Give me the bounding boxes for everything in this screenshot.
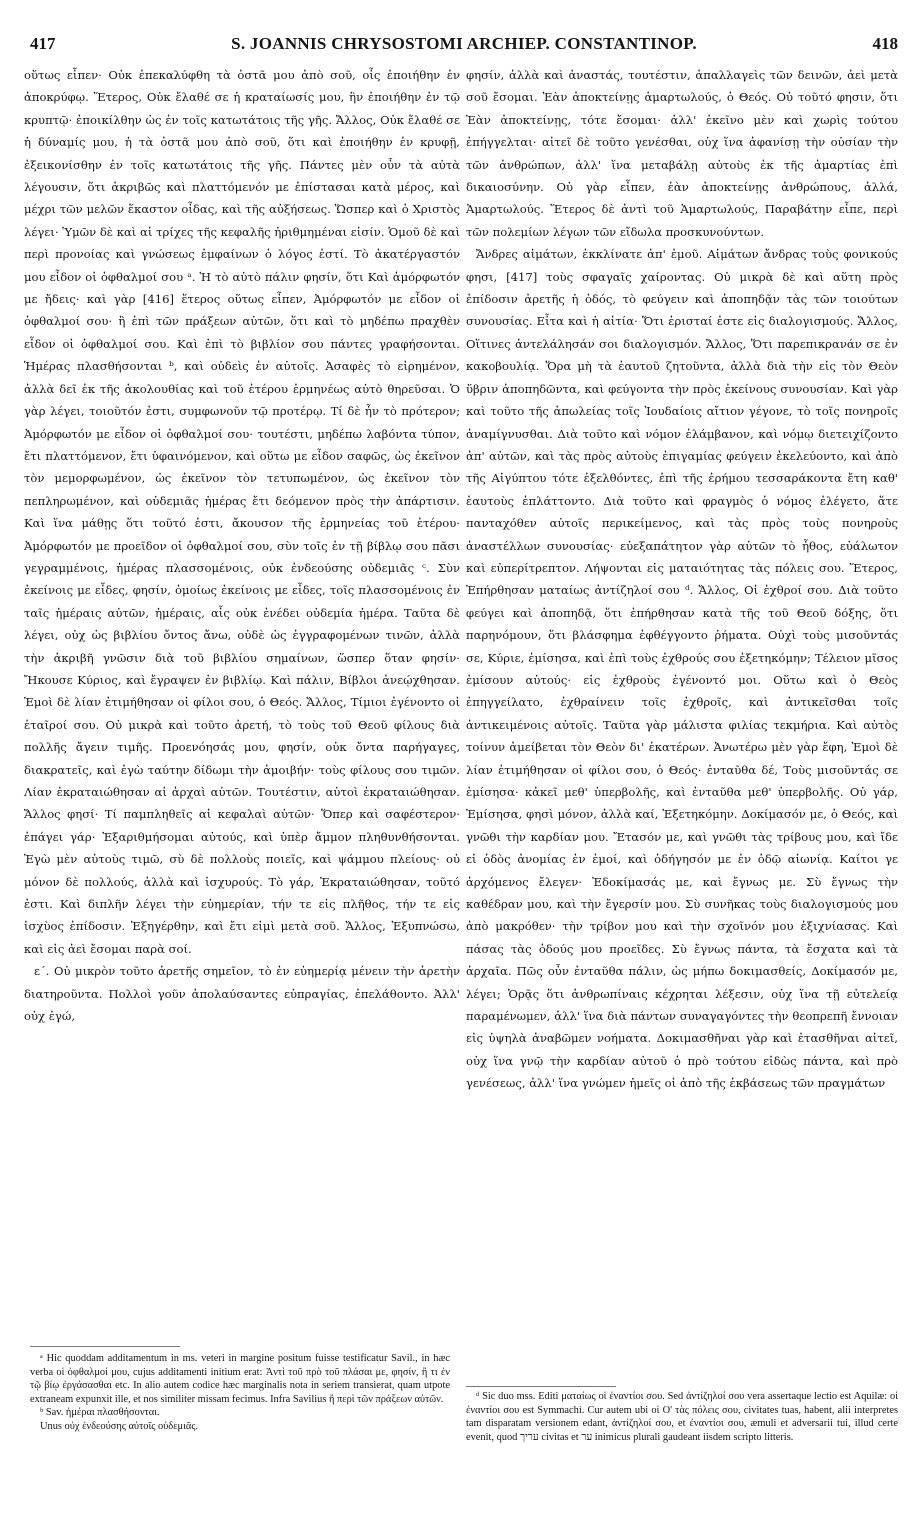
page-number-right: 418	[872, 34, 898, 53]
footnote-a: ᵃ Hic quoddam additamentum in ms. veteri in margine positum fuisse testificatur Savil., in hæc verba οἱ ὀφθαλμοί μου, cujus additamenti initium erat: Ἀντὶ τοῦ πρὸ τοῦ πλάσαι με, φησίν, ἢ τι ἐν τῷ βίῳ ἐργάσασθαι etc. In alio autem codice hæc marginalis nota in seriem transierat, quam utpote extraneam expunxit ille, et nos similiter missam fecimus. Infra Savilius ἢ περὶ τῶν πράξεων αὐτῶν.	[30, 1353, 450, 1405]
right-footnotes	[466, 1390, 898, 1444]
footnote-c: Unus οὐχ ἐνδεούσης αὐτοῖς οὐδεμιᾶς.	[40, 1420, 199, 1432]
right-paragraph-2: Ἄνδρες αἱμάτων, ἐκκλίνατε ἀπ' ἐμοῦ. Αἱμάτων ἄνδρας τοὺς φονικούς φησι, [417] τοὺς σφαγαῖς χαίροντας. Οὐ μικρὰ δὲ καὶ αὕτη πρὸς ἐπίδοσιν ἀρετῆς ἡ ὁδός, τὸ φεύγειν καὶ ἀποπηδᾷν τὰς τῶν τοιούτων συνουσίας. Εἶτα καὶ ἡ αἰτία· Ὅτι ἐρισταί ἐστε εἰς διαλογισμούς. Ἄλλος, Οἵτινες ἀντελάλησάν σοι διαλογισμόν. Ἄλλος, Ὅτι παρεπικρανάν σε ἐν κακοβουλίᾳ. Ὅρα μὴ τὰ ἑαυτοῦ ζητοῦντα, ἀλλὰ διὰ τὴν εἰς τὸν Θεὸν ὕβριν ἀποπηδῶντα, καὶ φεύγοντα τὴν πρὸς ἐκείνους συνουσίαν. Καὶ γὰρ καὶ τοῦτο τῆς ἀπωλείας τοῖς Ἰουδαίοις αἴτιον γέγονε, τὸ τοῖς πονηροῖς ἀναμίγνυσθαι. Διὰ τοῦτο καὶ νόμον ἐλάμβανον, καὶ νόμῳ διετειχίζοντο ἀπ' αὐτῶν, καὶ τὰς πρὸς αὐτοὺς ἐπιγαμίας φεύγειν ἐκελεύοντο, καὶ ἀπὸ τῆς Αἰγύπτου τότε ἐξελθόντες, ἐπὶ τῆς ἐρήμου τεσσαράκοντα ἔτη καθ' ἑαυτοὺς ἐπλάττοντο. Διὰ τοῦτο καὶ φραγμὸς ὁ νόμος ἐλέγετο, ἅτε πανταχόθεν αὐτοῖς περικείμενος, καὶ τὰς πρὸς τοὺς πονηροὺς ἀναστέλλων συνουσίας· εὐεξαπάτητον γὰρ αὐτῶν τὸ ἦθος, εὐάλωτον καὶ εὐπερίτρεπτον. Λήψονται εἰς ματαιότητας τὰς πόλεις σου. Ἕτερος, Ἐπήρθησαν ματαίως ἀντίζηλοί σου ᵈ. Ἄλλος, Οἱ ἐχθροί σου. Διὰ τοῦτο φεύγει καὶ ἀποπηδᾷ, ὅτι ἐπήρθησαν κατὰ τῆς τοῦ Θεοῦ δόξης, ὅτι παρηνόμουν, ὅτι βλάσφημα ἐφθέγγοντο ῥήματα. Οὐχὶ τοὺς μισοῦντάς σε, Κύριε, ἐμίσησα, καὶ ἐπὶ τοὺς ἐχθρούς σου ἐξετηκόμην; Τέλειον μῖσος ἐμίσουν αὐτούς· εἰς ἐχθροὺς ἐγένοντό μοι. Οὕτω καὶ ὁ Θεὸς ἐπηγγείλατο, ἐχθραίνειν τοῖς ἐχθροῖς, καὶ ἀντικεῖσθαι τοῖς ἀντικειμένοις αὐτοῖς. Ταῦτα γὰρ μάλιστα φιλίας τεκμήρια. Καὶ αὐτὸς τοίνυν ἀμείβεται τὸν Θεὸν δι' ἑκατέρων. Ἀνωτέρω μὲν γὰρ ἔφη, Ἐμοὶ δὲ λίαν ἐτιμήθησαν οἱ φίλοι σου, ὁ Θεός· ἐνταῦθα δέ, Τοὺς μισοῦντάς σε ἐμίσησα· κἀκεῖ μεθ' ὑπερβολῆς, καὶ ἐνταῦθα μεθ' ὑπερβολῆς. Οὐ γάρ, Ἐμίσησα, φησὶ μόνον, ἀλλὰ καί, Ἐξετηκόμην. Δοκίμασόν με, ὁ Θεός, καὶ γνῶθι τὴν καρδίαν μου. Ἔτασόν με, καὶ γνῶθι τὰς τρίβους μου, καὶ ἴδε εἰ ὁδὸς ἀνομίας ἐν ἐμοί, καὶ ὁδήγησόν με ἐν ὁδῷ αἰωνίᾳ. Καίτοι γε ἀρχόμενος ἔλεγεν· Ἐδοκίμασάς με, καὶ ἔγνως με. Σὺ ἔγνως τὴν καθέδραν μου, καὶ τὴν ἔγερσίν μου. Σὺ συνῆκας τοὺς διαλογισμούς μου ἀπὸ μακρόθεν· τὴν τρίβον μου καὶ τὴν σχοῖνόν μου ἐξιχνίασας. Καὶ πάσας τὰς ὁδούς μου προεῖδες. Σὺ ἔγνως πάντα, τὰ ἔσχατα καὶ τὰ ἀρχαῖα. Πῶς οὖν ἐνταῦθα πάλιν, ὡς μήπω δοκιμασθείς, Δοκίμασόν με, λέγει; Ὁρᾷς ὅτι ἀνθρωπίναις κέχρηται λέξεσιν, οὐχ ἵνα τῇ εὐτελείᾳ παραμένωμεν, ἀλλ' ἵνα διὰ πάντων συναγαγόντες τὴν θεοπρεπῆ ἔννοιαν εἰς ὑψηλὰ ἀναβῶμεν νοήματα. Δοκιμασθῆναι γὰρ καὶ ἐτασθῆναι αἰτεῖ, οὐχ ἵνα γνῷ τὴν καρδίαν αὐτοῦ ὁ πρὸ τούτου εἰδὼς πάντα, καὶ πρὸ γενέσεως, ἀλλ' ἵνα γνώμεν ἡμεῖς οἱ ἀπὸ τῆς ἐκβάσεως τῶν πραγμάτων	[466, 247, 898, 1091]
running-title: S. JOANNIS CHRYSOSTOMI ARCHIEP. CONSTANTINOP.	[231, 34, 697, 53]
left-paragraph-1: οὕτως εἶπεν· Οὐκ ἐπεκαλύφθη τὰ ὀστᾶ μου ἀπὸ σοῦ, οἷς ἐποιήθην ἐν ἀποκρύφῳ. Ἕτερος, Οὐκ ἔλαθέ σε ἡ κραταίωσίς μου, ἣν ἐποιήθην ἐν τῷ κρυπτῷ· ἐποικίλθην ὡς ἐν τοῖς κατωτάτοις τῆς γῆς. Ἄλλος, Οὐκ ἔλαθέ σε ἡ δύναμίς μου, ἡ τὰ ὀστᾶ μου ἀπὸ σοῦ, ὅτι καὶ ἐποιήθην ἐν κρυφῇ, ἐξεικονίσθην ἐν τοῖς κατωτάτοις τῆς γῆς. Πάντες μὲν οὖν τὰ αὐτὰ λέγουσιν, ὅτι ἀκριβῶς καὶ πλαττόμενόν με ἐπίστασαι κατὰ μέρος, καὶ μέχρι τῶν μελῶν ἕκαστον οἶδας, καὶ τῆς αὐξήσεως. Ὥσπερ καὶ ὁ Χριστὸς λέγει· Ὑμῶν δὲ καὶ αἱ τρίχες τῆς κεφαλῆς ἠριθμημέναι εἰσίν. Ὁμοῦ δὲ καὶ περὶ προνοίας καὶ γνώσεως ἐμφαίνων ὁ λόγος ἐστί. Τὸ ἀκατέργαστόν μου εἶδον οἱ ὀφθαλμοί σου ᵃ. Ἡ τὸ αὐτὸ πάλιν φησίν, ὅτι Καὶ ἀμόρφωτόν με ἤδεις· καὶ γὰρ [416] ἕτερος οὕτως εἶπεν, Ἀμόρφωτόν με εἶδον οἱ ὀφθαλμοί σου· ἢ ἐπὶ τῶν πράξεων αὐτῶν, ὅτι καὶ τὸ μηδέπω πραχθὲν εἶδον οἱ ὀφθαλμοί σου. Καὶ ἐπὶ τὸ βιβλίον σου πάντες γραφήσονται. Ἡμέρας πλασθήσονται ᵇ, καὶ οὐδεὶς ἐν αὐτοῖς. Ἀσαφὲς τὸ εἰρημένον, ἀλλὰ δεῖ ἐκ τῆς ἀκολουθίας καὶ τοῦ ἑτέρου ἑρμηνέως αὐτὸ θηρεῦσαι. Ὁ γὰρ λέγει, τοιοῦτόν ἐστι, συμφωνοῦν τῷ προτέρῳ. Τί δὲ ἦν τὸ πρότερον; Ἀμόρφωτόν με εἶδον οἱ ὀφθαλμοί σου· τουτέστι, μηδέπω λαβόντα τύπον, ἔτι πλαττόμενον, ἔτι ὑφαινόμενον, καὶ οὕτω με εἶδον σαφῶς, ὡς ἐκεῖνον τὸν μεμορφωμένον, ὡς ἐκεῖνον τὸν τετυπωμένον, ὡς ἐκεῖνον τὸν πεπληρωμένον, καὶ οὐδεμιᾶς ἡμέρας ἔτι δεόμενον πρὸς τὴν ἀπάρτισιν. Καὶ ἵνα μάθῃς ὅτι τοῦτό ἐστι, ἄκουσον τῆς ἑρμηνείας τοῦ ἑτέρου· Ἀμόρφωτόν με προεῖδον οἱ ὀφθαλμοί σου, σὺν τοῖς ἐν τῇ βίβλῳ σου πᾶσι γεγραμμένοις, ἡμέρας πλασσομένοις, οὐκ ἐνδεούσης οὐδεμιᾶς ᶜ. Σὺν ἐκείνοις με εἶδες, φησίν, ὁμοίως ἐκείνοις με εἶδες, τοῖς πλασσομένοις ἐν ταῖς ἡμέραις αὐτῶν, ἡμέραις, αἷς οὐκ ἐνέδει οὐδεμία ἡμέρα. Ταῦτα δὲ λέγει, οὐχ ὡς βιβλίου ὄντος ἄνω, οὐδὲ ὡς ἐγγραφομένων τινῶν, ἀλλὰ τὴν ἀκριβῆ γνῶσιν διὰ τοῦ βιβλίου σημαίνων, ὥσπερ ὅταν φησίν· Ἤκουσε Κύριος, καὶ ἔγραψεν ἐν βιβλίῳ. Καὶ πάλιν, Βίβλοι ἀνεῴχθησαν. Ἐμοὶ δὲ λίαν ἐτιμήθησαν οἱ φίλοι σου, ὁ Θεός. Ἄλλος, Τίμιοι ἐγένοντο οἱ ἑταῖροί σου. Οὐ μικρὰ καὶ τοῦτο ἀρετή, τὸ τοὺς τοῦ Θεοῦ φίλους διὰ πολλῆς ἄγειν τιμῆς. Προενόησάς μου, φησίν, οὐκ ὄντα παρήγαγες, διακρατεῖς, καὶ ἐγὼ ταύτην δίδωμι τὴν ἀμοιβήν· τοὺς φίλους σου τιμῶν. Λίαν ἐκραταιώθησαν αἱ ἀρχαὶ αὐτῶν. Τουτέστιν, αὐτοὶ ἐκραταιώθησαν. Ἄλλος φησί· Τί παμπληθεῖς αἱ κεφαλαὶ αὐτῶν· Ὅπερ καὶ σαφέστερον· ἐπάγει γάρ· Ἐξαριθμήσομαι αὐτούς, καὶ ὑπὲρ ἄμμον πληθυνθήσονται. Ἐγὼ μὲν αὐτοὺς τιμῶ, σὺ δὲ πολλοὺς ποιεῖς, καὶ ψάμμου πλείους· οὐ μόνον δὲ πολλούς, ἀλλὰ καὶ ἰσχυρούς. Τὸ γάρ, Ἐκραταιώθησαν, τοῦτό ἐστι. Καὶ διπλῆν λέγει τὴν εὐημερίαν, τήν τε εἰς πλῆθος, τήν τε εἰς ἰσχὺος ἐπίδοσιν. Ἐξηγέρθην, καὶ ἔτι εἰμὶ μετὰ σοῦ. Ἄλλος, Ἐξυπνώσω, καὶ εἰς ἀεὶ ἔσομαι παρὰ σοί.	[24, 68, 460, 956]
page-number-left: 417	[30, 34, 56, 53]
left-paragraph-2: ε΄. Οὐ μικρὸν τοῦτο ἀρετῆς σημεῖον, τὸ ἐν εὐημερίᾳ μένειν τὴν ἀρετὴν διατηροῦντα. Πολλοὶ γοῦν ἀπολαύσαντες εὐπραγίας, ἐπελάθοντο. Ἀλλ' οὐχ ἐγώ,	[24, 964, 460, 1024]
footnote-d: ᵈ Sic duo mss. Editi ματαίως οἱ ἐναντίοι σου. Sed ἀντίζηλοί σου vera assertaque lectio est Aquilæ: οἱ ἐναντίοι σου est Symmachi. Cur autem ubi οἱ Ο' τὰς πόλεις σου, civitates tuas, habent, alii interpretes tam disparatam versionem edant, ἀντίζηλοί σου, et ἐναντίοι σου, æmuli et adversarii tui, illud certe evenit, quod עריך civitas et ער inimicus plurali gaudeant iisdem scripto litteris.	[466, 1391, 898, 1443]
footnote-rule-left	[30, 1346, 180, 1347]
left-footnotes	[30, 1352, 450, 1434]
footnote-rule-right	[466, 1386, 616, 1387]
right-paragraph-1: φησίν, ἀλλὰ καὶ ἀναστάς, τουτέστιν, ἀπαλλαγεὶς τῶν δεινῶν, ἀεὶ μετὰ σοῦ ἔσομαι. Ἐὰν ἀποκτείνῃς ἁμαρτωλούς, ὁ Θεός. Οὐ τοῦτό φησιν, ὅτι Ἐὰν ἀποκτείνῃς, τότε ἔσομαι· ἀλλ' ἐκεῖνο μὲν καὶ χωρὶς τούτου ἐπήγγελται· αἰτεῖ δὲ τοῦτο γενέσθαι, οὐχ ἵνα ἀφανίσῃ τὴν οὐσίαν τὴν τῶν ἀνθρώπων, ἀλλ' ἵνα μεταβάλῃ αὐτοὺς ἐκ τῆς ἁμαρτίας ἐπὶ δικαιοσύνην. Οὐ γὰρ εἶπεν, ἐὰν ἀποκτείνῃς ἀνθρώπους, ἀλλά, Ἁμαρτωλούς. Ἕτερος δὲ ἀντὶ τοῦ Ἁμαρτωλούς, Παραβάτην εἶπε, περὶ τῶν πολεμίων λέγων τῶν εἴδωλα προσκυνούντων.	[466, 68, 898, 239]
running-header	[30, 34, 898, 56]
footnote-b: ᵇ Sav. ἡμέραι πλασθήσονται.	[40, 1407, 160, 1419]
right-column	[466, 64, 898, 1095]
left-column	[24, 64, 460, 1027]
